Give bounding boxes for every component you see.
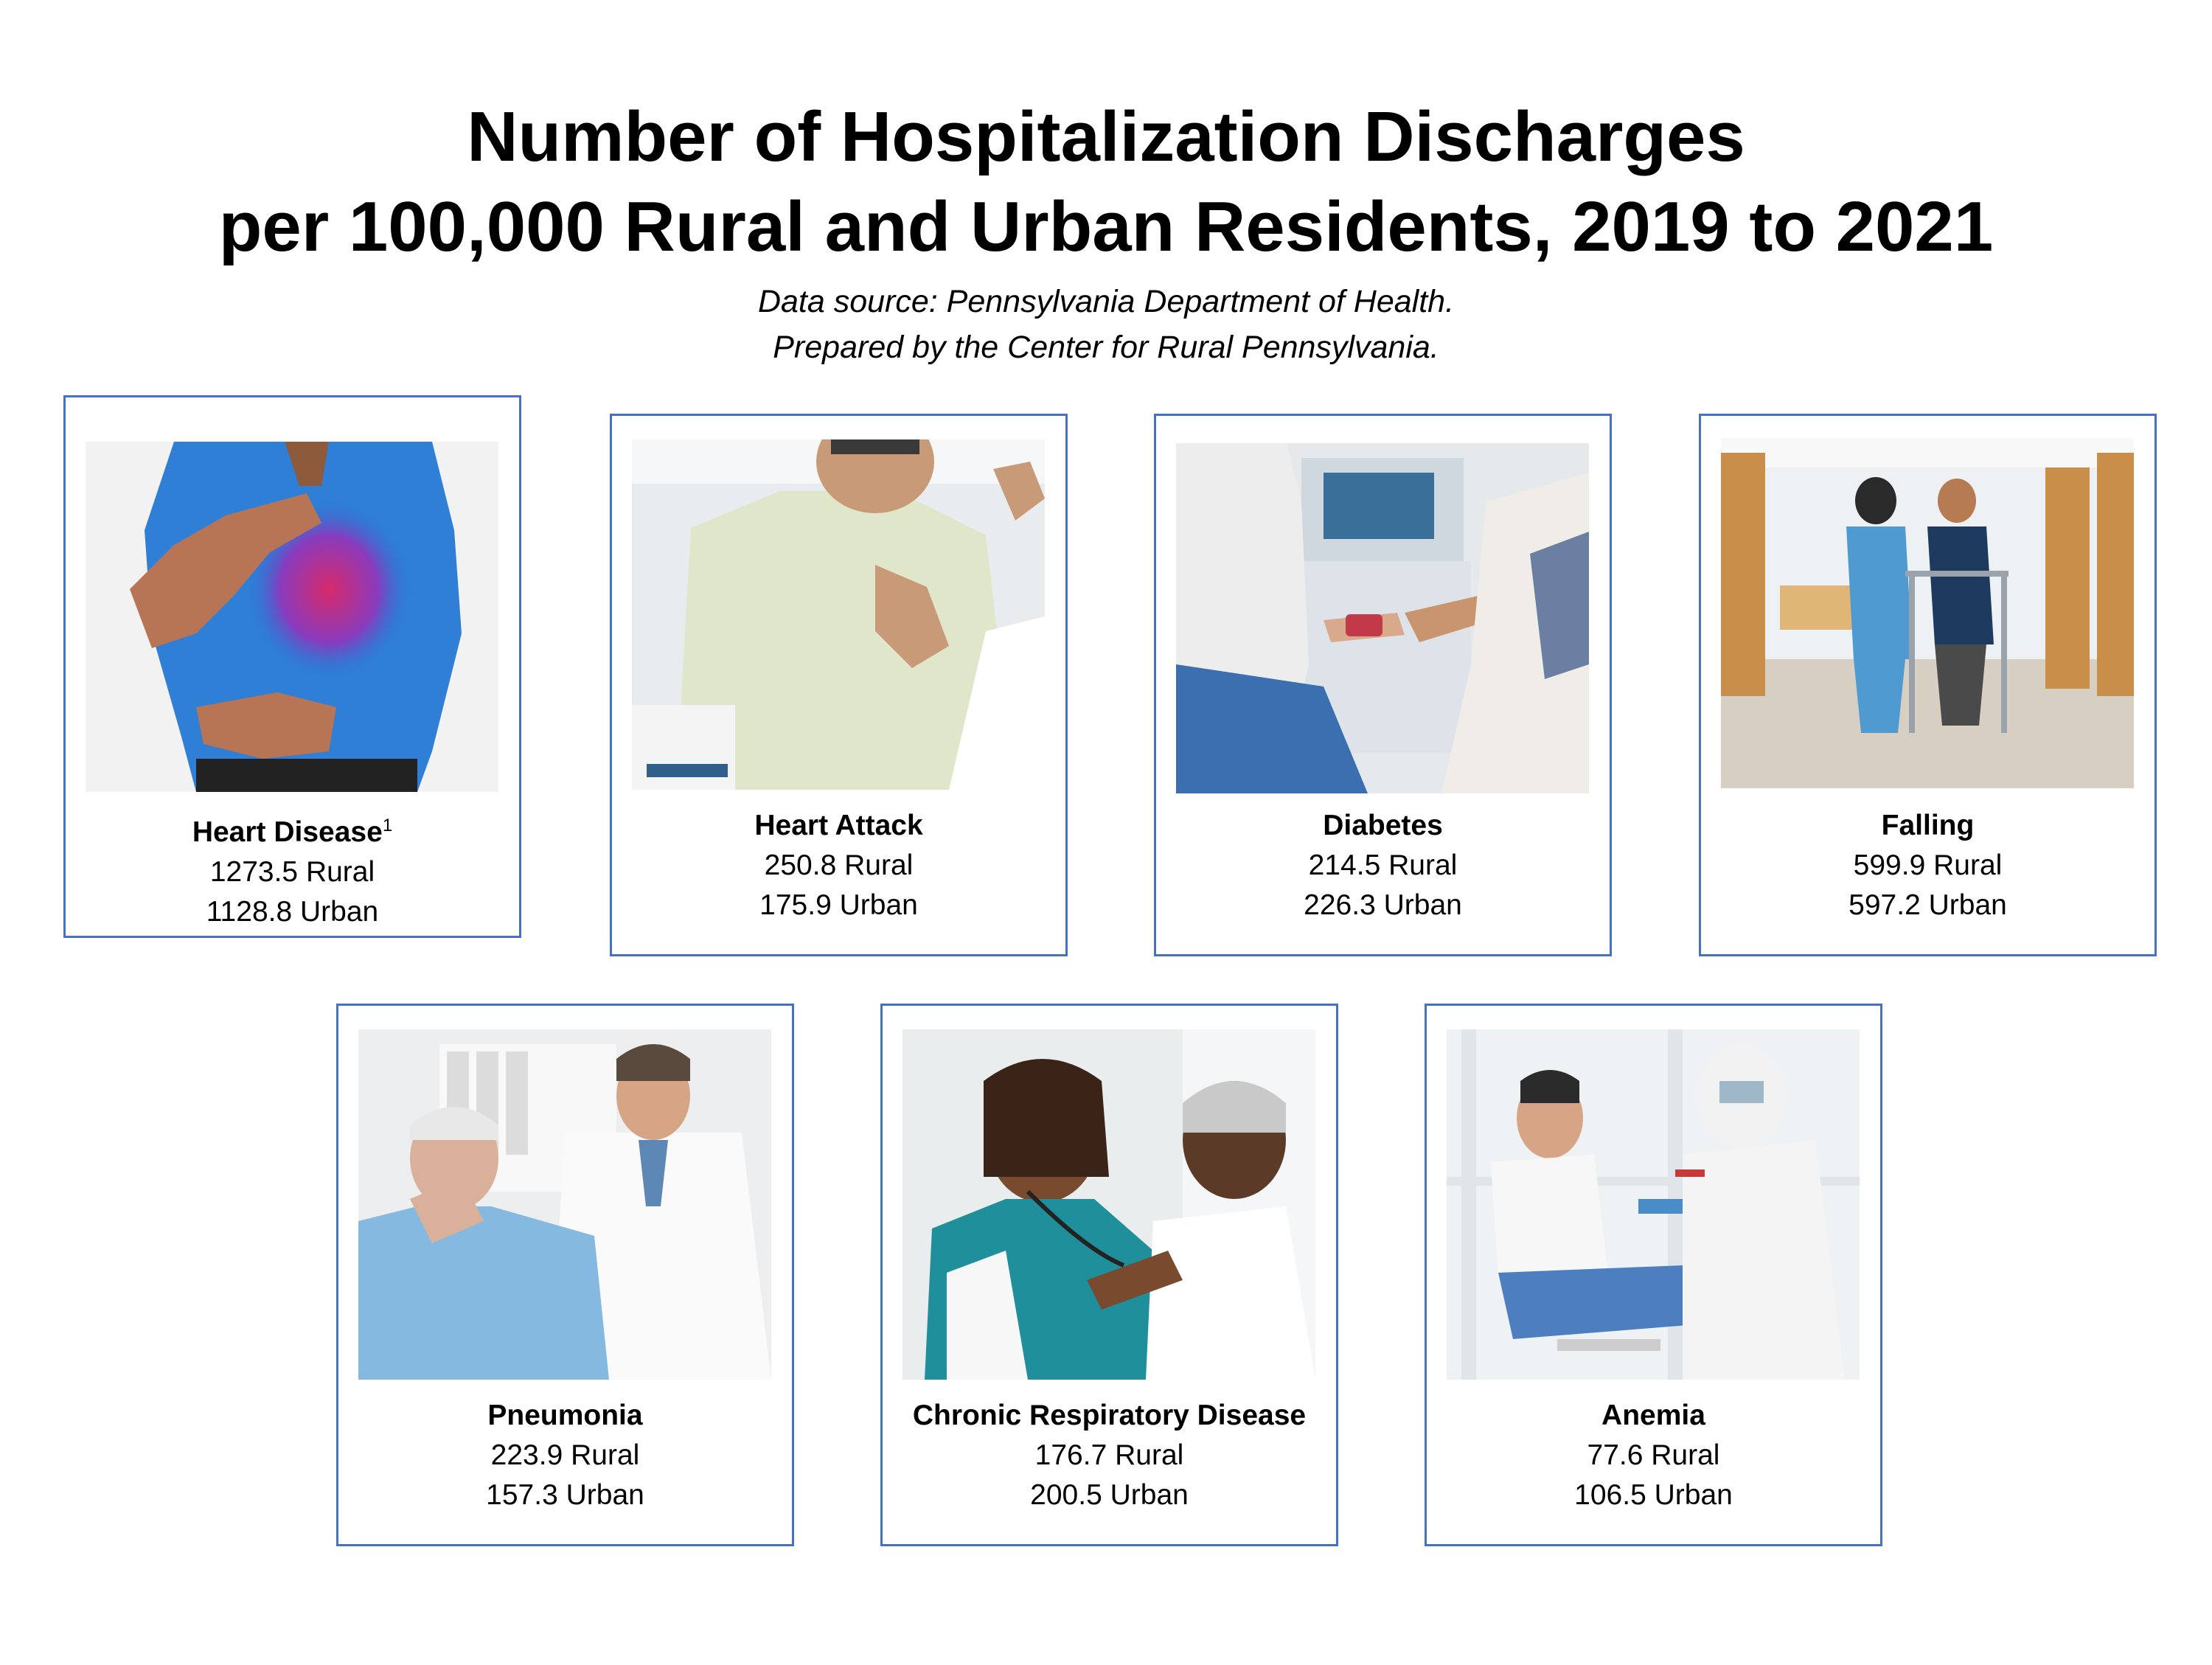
anemia-urban: 106.5 Urban (1574, 1479, 1733, 1511)
source-line-2: Prepared by the Center for Rural Pennsylvania. (773, 330, 1439, 365)
heart-attack-title: Heart Attack (754, 810, 923, 841)
nurse-walker-hallway-photo (1721, 438, 2134, 788)
doctor-stethoscope-coughing-patient-photo (358, 1029, 771, 1380)
card-diabetes (1154, 414, 1612, 956)
glucose-meter-test-photo (1176, 443, 1589, 793)
nurse-stethoscope-elderly-patient-photo (902, 1029, 1315, 1380)
pneumonia-title: Pneumonia (487, 1400, 643, 1431)
falling-urban: 597.2 Urban (1848, 889, 2007, 921)
card-heart-disease (63, 395, 521, 938)
card-falling (1699, 414, 2157, 956)
heart-disease-title-text: Heart Disease (192, 816, 383, 848)
chronic-respiratory-caption (883, 1396, 1336, 1515)
anemia-caption (1427, 1396, 1880, 1515)
card-heart-attack (610, 414, 1068, 956)
footnote-marker: 1 (382, 816, 393, 835)
source-line-1: Data source: Pennsylvania Department of Health. (757, 284, 1455, 319)
chronic-respiratory-urban: 200.5 Urban (1030, 1479, 1189, 1511)
data-source-note (0, 279, 2212, 370)
pneumonia-rural: 223.9 Rural (490, 1439, 640, 1471)
card-pneumonia (336, 1004, 794, 1546)
title-line-1: Number of Hospitalization Discharges (467, 97, 1745, 176)
man-holding-chest-photo (86, 442, 498, 792)
page-title (0, 92, 2212, 272)
anemia-rural: 77.6 Rural (1587, 1439, 1720, 1471)
heart-disease-urban: 1128.8 Urban (206, 896, 379, 928)
card-chronic-respiratory-disease (880, 1004, 1338, 1546)
anemia-title: Anemia (1601, 1400, 1705, 1431)
card-anemia (1425, 1004, 1882, 1546)
chronic-respiratory-title: Chronic Respiratory Disease (912, 1400, 1307, 1431)
diabetes-caption (1156, 806, 1610, 925)
diabetes-rural: 214.5 Rural (1308, 849, 1458, 881)
heart-attack-rural: 250.8 Rural (764, 849, 914, 881)
heart-disease-caption (66, 806, 519, 932)
diabetes-urban: 226.3 Urban (1304, 889, 1462, 921)
title-line-2: per 100,000 Rural and Urban Residents, 2019 to 2021 (218, 187, 1994, 266)
falling-caption (1701, 806, 2154, 925)
blood-draw-protective-suit-photo (1447, 1029, 1860, 1380)
heart-attack-urban: 175.9 Urban (759, 889, 918, 921)
heart-disease-title (66, 806, 519, 852)
falling-title: Falling (1881, 810, 1975, 841)
pneumonia-caption (338, 1396, 792, 1515)
pneumonia-urban: 157.3 Urban (486, 1479, 644, 1511)
diabetes-title: Diabetes (1323, 810, 1443, 841)
heart-disease-rural: 1273.5 Rural (209, 856, 375, 888)
chronic-respiratory-rural: 176.7 Rural (1034, 1439, 1184, 1471)
older-man-clutching-chest-photo (632, 439, 1045, 790)
heart-attack-caption (612, 806, 1065, 925)
falling-rural: 599.9 Rural (1853, 849, 2003, 881)
